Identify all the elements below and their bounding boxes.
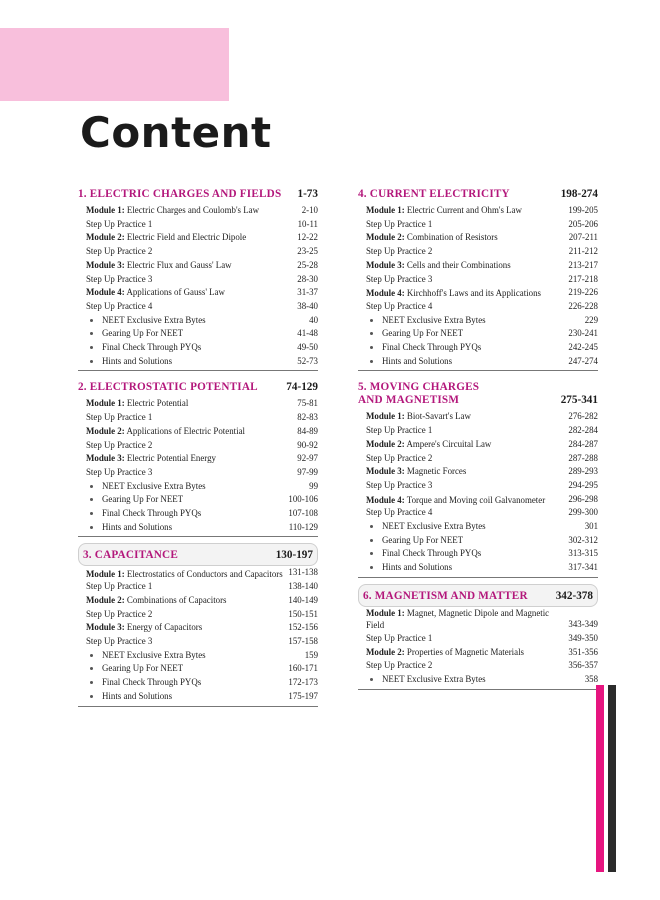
entry-pages: 157-158 — [288, 635, 318, 646]
module-number: Module 1: — [86, 568, 125, 579]
entry-text: Electric Potential Energy — [126, 453, 216, 464]
practice-entry — [358, 659, 598, 673]
practice-entry — [358, 300, 598, 314]
entry-pages: 226-228 — [568, 300, 598, 311]
entry-text: Electric Flux and Gauss' Law — [126, 259, 232, 270]
entry-text: NEET Exclusive Extra Bytes — [366, 314, 581, 328]
chapter-heading — [78, 377, 318, 397]
entry-pages: 84-89 — [297, 425, 318, 436]
entry-pages: 40 — [309, 314, 318, 325]
module-number: Module 2: — [366, 232, 405, 243]
practice-entry — [78, 608, 318, 622]
entry-pages: 75-81 — [297, 398, 318, 409]
entry-pages: 282-284 — [568, 425, 598, 436]
entry-pages: 289-293 — [568, 466, 598, 477]
module-entry — [358, 465, 598, 479]
entry-pages: 152-156 — [288, 622, 318, 633]
module-entry — [78, 231, 318, 245]
entry-text: Step Up Practice 2 — [366, 246, 433, 257]
chapter-heading — [78, 184, 318, 204]
module-number: Module 2: — [366, 438, 405, 449]
entry-pages: 213-217 — [568, 259, 598, 270]
practice-entry — [78, 580, 318, 594]
module-entry — [358, 259, 598, 273]
module-number: Module 3: — [86, 259, 125, 270]
entry-pages: 276-282 — [568, 411, 598, 422]
entry-pages: 28-30 — [297, 273, 318, 284]
entry-text: Energy of Capacitors — [126, 622, 203, 633]
module-entry — [78, 425, 318, 439]
entry-label — [366, 218, 564, 232]
toc-chapter — [358, 377, 598, 577]
entry-text: Step Up Practice 3 — [86, 273, 153, 284]
entry-label — [366, 494, 564, 507]
entry-text: Step Up Practice 3 — [86, 635, 153, 646]
module-number: Module 3: — [366, 466, 405, 477]
practice-entry — [78, 411, 318, 425]
entry-label — [366, 659, 564, 673]
chapter-page-range: 1-73 — [297, 188, 318, 200]
entry-pages: 230-241 — [568, 328, 598, 339]
toc-chapter — [78, 184, 318, 371]
entry-pages: 229 — [584, 314, 598, 325]
entry-pages: 205-206 — [568, 218, 598, 229]
entry-pages: 247-274 — [568, 355, 598, 366]
entry-label — [366, 438, 564, 452]
entry-pages: 296-298 — [568, 493, 598, 504]
entry-label — [366, 245, 565, 259]
module-entry — [358, 204, 598, 218]
entry-pages: 31-37 — [297, 287, 318, 298]
module-entry — [78, 397, 318, 411]
entry-label — [86, 452, 293, 466]
bullet-entry — [358, 341, 598, 355]
entry-label — [366, 646, 564, 660]
entry-pages: 10-11 — [297, 218, 318, 229]
module-number: Module 3: — [366, 259, 405, 270]
entry-label — [366, 259, 564, 273]
module-entry — [78, 594, 318, 608]
toc-right-column — [358, 184, 598, 696]
module-number: Module 4: — [86, 287, 125, 298]
entry-text: Electric Field and Electric Dipole — [126, 232, 247, 243]
entry-pages: 140-149 — [288, 594, 318, 605]
decorative-bar-magenta — [596, 685, 604, 872]
header-color-block — [0, 28, 229, 101]
bullet-entry — [358, 314, 598, 328]
module-number: Module 2: — [86, 232, 125, 243]
entry-text: Applications of Electric Potential — [126, 425, 245, 436]
entry-label — [366, 632, 564, 646]
chapter-heading — [78, 543, 318, 566]
entry-label — [86, 245, 293, 259]
practice-entry — [358, 245, 598, 259]
entry-label — [86, 397, 293, 411]
entry-pages: 92-97 — [297, 453, 318, 464]
entry-pages: 38-40 — [297, 300, 318, 311]
practice-entry — [78, 300, 318, 314]
entry-text: Step Up Practice 3 — [366, 273, 433, 284]
entry-text: Step Up Practice 2 — [86, 246, 153, 257]
practice-entry — [78, 218, 318, 232]
entry-label — [86, 411, 293, 425]
entry-text: Step Up Practice 1 — [366, 218, 433, 229]
toc-left-column — [78, 184, 318, 713]
entry-text: Magnetic Forces — [406, 466, 467, 477]
bullet-entry — [78, 480, 318, 494]
practice-entry — [78, 273, 318, 287]
bullet-entry — [358, 561, 598, 575]
entry-pages: 207-211 — [568, 232, 598, 243]
bullet-entry — [78, 314, 318, 328]
entry-text: Final Check Through PYQs — [86, 341, 293, 355]
module-number: Module 3: — [86, 622, 125, 633]
practice-entry — [78, 466, 318, 480]
module-number: Module 1: — [366, 205, 405, 215]
bullet-entry — [358, 327, 598, 341]
entry-label — [86, 621, 284, 635]
bullet-entry — [78, 676, 318, 690]
module-entry — [358, 231, 598, 245]
entry-label — [366, 204, 564, 218]
entry-pages: 131-138 — [288, 567, 318, 578]
practice-entry — [78, 245, 318, 259]
module-number: Module 3: — [86, 453, 125, 464]
entry-text: Ampere's Circuital Law — [406, 438, 492, 449]
bullet-entry — [78, 521, 318, 535]
entry-label — [86, 635, 284, 649]
practice-entry — [78, 635, 318, 649]
entry-pages: 294-295 — [568, 479, 598, 490]
entry-label — [86, 425, 293, 439]
page-title: Content — [80, 108, 272, 157]
entry-pages: 138-140 — [288, 581, 318, 592]
entry-label — [366, 479, 564, 493]
module-entry — [78, 452, 318, 466]
toc-chapter — [78, 377, 318, 537]
bullet-entry — [78, 493, 318, 507]
practice-entry — [358, 479, 598, 493]
entry-text: Hints and Solutions — [366, 355, 564, 369]
entry-text: Hints and Solutions — [86, 355, 293, 369]
chapter-page-range: 130-197 — [275, 549, 313, 562]
entry-pages: 99 — [309, 480, 318, 491]
entry-pages: 12-22 — [297, 232, 318, 243]
bullet-entry — [78, 662, 318, 676]
entry-pages: 302-312 — [568, 534, 598, 545]
entry-label — [86, 273, 293, 287]
entry-text: Step Up Practice 1 — [86, 581, 153, 592]
entry-label — [86, 259, 293, 273]
entry-label — [86, 300, 293, 314]
chapter-page-range: 74-129 — [286, 381, 318, 394]
module-number: Module 2: — [86, 425, 125, 436]
chapter-page-range: 275-341 — [560, 394, 598, 407]
chapter-title: 4. CURRENT ELECTRICITY — [358, 188, 510, 200]
entry-pages: 284-287 — [568, 438, 598, 449]
entry-text: Step Up Practice 3 — [86, 466, 153, 477]
entry-text: Final Check Through PYQs — [366, 547, 564, 561]
entry-pages: 150-151 — [288, 608, 318, 619]
entry-text: Gearing Up For NEET — [366, 327, 564, 341]
entry-label — [86, 286, 293, 300]
entry-pages: 49-50 — [297, 342, 318, 353]
entry-text: Gearing Up For NEET — [366, 534, 564, 548]
entry-label — [86, 204, 298, 218]
entry-label — [366, 287, 564, 300]
entry-pages: 287-288 — [568, 452, 598, 463]
entry-text: Step Up Practice 3 — [366, 479, 433, 490]
bullet-entry — [358, 520, 598, 534]
entry-text: NEET Exclusive Extra Bytes — [366, 673, 581, 687]
entry-text: Final Check Through PYQs — [366, 341, 564, 355]
bullet-entry — [358, 534, 598, 548]
entry-text: NEET Exclusive Extra Bytes — [86, 649, 301, 663]
module-entry — [358, 438, 598, 452]
entry-pages: 110-129 — [288, 521, 318, 532]
entry-text: Torque and Moving coil Galvanometer — [406, 494, 546, 505]
entry-text: Final Check Through PYQs — [86, 676, 284, 690]
module-entry — [78, 566, 318, 580]
entry-text: Electrostatics of Conductors and Capacitors — [126, 568, 283, 579]
entry-label — [86, 568, 284, 581]
entry-pages: 358 — [584, 673, 598, 684]
module-entry — [78, 286, 318, 300]
bullet-entry — [78, 341, 318, 355]
practice-entry — [358, 424, 598, 438]
entry-pages: 97-99 — [297, 466, 318, 477]
entry-text: Gearing Up For NEET — [86, 493, 284, 507]
bullet-entry — [78, 690, 318, 704]
entry-label — [366, 231, 565, 245]
entry-pages: 313-315 — [568, 548, 598, 559]
entry-text: Biot-Savart's Law — [406, 411, 471, 422]
entry-pages: 159 — [304, 649, 318, 660]
entry-text: Step Up Practice 2 — [86, 608, 153, 619]
practice-entry — [358, 506, 598, 520]
chapter-title: 1. ELECTRIC CHARGES AND FIELDS — [78, 188, 282, 200]
entry-text: Electric Charges and Coulomb's Law — [126, 205, 259, 215]
entry-pages: 217-218 — [568, 273, 598, 284]
chapter-title: 5. MOVING CHARGES AND MAGNETISM — [358, 381, 480, 407]
entry-label — [366, 607, 564, 632]
practice-entry — [78, 439, 318, 453]
bullet-entry — [78, 507, 318, 521]
entry-pages: 41-48 — [297, 328, 318, 339]
entry-text: Hints and Solutions — [86, 690, 284, 704]
entry-text: Step Up Practice 1 — [86, 218, 153, 229]
chapter-title: 2. ELECTROSTATIC POTENTIAL — [78, 381, 258, 394]
entry-text: Combinations of Capacitors — [126, 594, 227, 605]
entry-text: Electric Potential — [126, 398, 189, 409]
entry-text: Gearing Up For NEET — [86, 662, 284, 676]
entry-label — [366, 506, 564, 520]
entry-text: Properties of Magnetic Materials — [406, 646, 524, 657]
entry-pages: 242-245 — [568, 342, 598, 353]
entry-label — [86, 608, 284, 622]
entry-pages: 199-205 — [568, 205, 598, 215]
entry-pages: 107-108 — [288, 508, 318, 519]
practice-entry — [358, 273, 598, 287]
entry-text: Step Up Practice 2 — [366, 660, 433, 671]
toc-chapter — [358, 584, 598, 690]
chapter-title: 6. MAGNETISM AND MATTER — [363, 589, 528, 602]
entry-label — [86, 594, 284, 608]
practice-entry — [358, 218, 598, 232]
module-number: Module 4: — [366, 494, 405, 505]
module-entry — [78, 259, 318, 273]
entry-pages: 219-226 — [568, 287, 598, 298]
entry-text: Electric Current and Ohm's Law — [406, 205, 522, 215]
toc-chapter — [358, 184, 598, 371]
entry-text: Hints and Solutions — [86, 521, 285, 535]
entry-pages: 301 — [584, 521, 598, 532]
module-entry — [358, 410, 598, 424]
module-entry — [358, 646, 598, 660]
practice-entry — [358, 452, 598, 466]
decorative-bar-dark — [608, 685, 616, 872]
entry-text: Applications of Gauss' Law — [126, 287, 225, 298]
entry-label — [366, 300, 564, 314]
module-number: Module 2: — [86, 594, 125, 605]
chapter-title: 3. CAPACITANCE — [83, 549, 178, 562]
bullet-entry — [358, 673, 598, 687]
chapter-heading — [358, 377, 598, 410]
module-entry — [78, 621, 318, 635]
entry-text: Step Up Practice 1 — [366, 632, 433, 643]
module-number: Module 1: — [86, 205, 125, 215]
entry-text: Step Up Practice 2 — [366, 452, 433, 463]
entry-pages: 23-25 — [297, 246, 318, 257]
entry-pages: 211-212 — [568, 246, 598, 257]
practice-entry — [358, 632, 598, 646]
entry-pages: 175-197 — [288, 690, 318, 701]
entry-text: Gearing Up For NEET — [86, 327, 293, 341]
entry-text: Hints and Solutions — [366, 561, 564, 575]
entry-text: Step Up Practice 4 — [86, 300, 153, 311]
entry-text: Step Up Practice 4 — [366, 300, 433, 311]
entry-text: Final Check Through PYQs — [86, 507, 284, 521]
module-number: Module 2: — [366, 646, 405, 657]
entry-text: Step Up Practice 1 — [86, 412, 153, 423]
chapter-heading — [358, 584, 598, 607]
bullet-entry — [78, 327, 318, 341]
chapter-heading — [358, 184, 598, 204]
entry-label — [366, 424, 564, 438]
entry-text: Step Up Practice 1 — [366, 425, 433, 436]
module-number: Module 1: — [366, 607, 405, 618]
entry-label — [366, 273, 564, 287]
entry-text: NEET Exclusive Extra Bytes — [366, 520, 581, 534]
entry-label — [86, 580, 284, 594]
entry-label — [366, 452, 564, 466]
module-entry — [358, 607, 598, 632]
bullet-entry — [358, 355, 598, 369]
bullet-entry — [78, 649, 318, 663]
module-number: Module 4: — [366, 288, 405, 299]
bullet-entry — [78, 355, 318, 369]
entry-text: Kirchhoff's Laws and its Applications — [406, 288, 541, 299]
entry-pages: 90-92 — [297, 439, 318, 450]
entry-text: Cells and their Combinations — [406, 259, 511, 270]
entry-pages: 299-300 — [568, 507, 598, 518]
entry-label — [86, 466, 293, 480]
module-number: Module 1: — [366, 411, 405, 422]
entry-label — [366, 465, 564, 479]
module-entry — [78, 204, 318, 218]
entry-label — [86, 231, 293, 245]
entry-pages: 52-73 — [297, 355, 318, 366]
entry-text: NEET Exclusive Extra Bytes — [86, 480, 305, 494]
entry-text: Combination of Resistors — [406, 232, 498, 243]
bullet-entry — [358, 547, 598, 561]
chapter-page-range: 198-274 — [560, 188, 598, 200]
entry-pages: 100-106 — [288, 494, 318, 505]
entry-text: NEET Exclusive Extra Bytes — [86, 314, 305, 328]
entry-pages: 160-171 — [288, 663, 318, 674]
entry-pages: 317-341 — [568, 562, 598, 573]
entry-pages: 343-349 — [568, 619, 598, 630]
module-entry — [358, 493, 598, 507]
chapter-page-range: 342-378 — [555, 589, 593, 602]
entry-pages: 2-10 — [301, 205, 318, 215]
entry-pages: 351-356 — [568, 646, 598, 657]
module-entry — [358, 286, 598, 300]
entry-label — [86, 439, 293, 453]
entry-pages: 82-83 — [297, 412, 318, 423]
entry-text: Step Up Practice 2 — [86, 439, 153, 450]
toc-chapter — [78, 543, 318, 706]
entry-pages: 349-350 — [568, 632, 598, 643]
entry-text: Step Up Practice 4 — [366, 507, 433, 518]
entry-pages: 172-173 — [288, 677, 318, 688]
entry-label — [86, 218, 294, 232]
entry-pages: 25-28 — [297, 259, 318, 270]
entry-label — [366, 410, 564, 424]
module-number: Module 1: — [86, 398, 125, 409]
entry-text: Magnet, Magnetic Dipole and Magnetic Field — [366, 607, 550, 631]
entry-pages: 356-357 — [568, 660, 598, 671]
